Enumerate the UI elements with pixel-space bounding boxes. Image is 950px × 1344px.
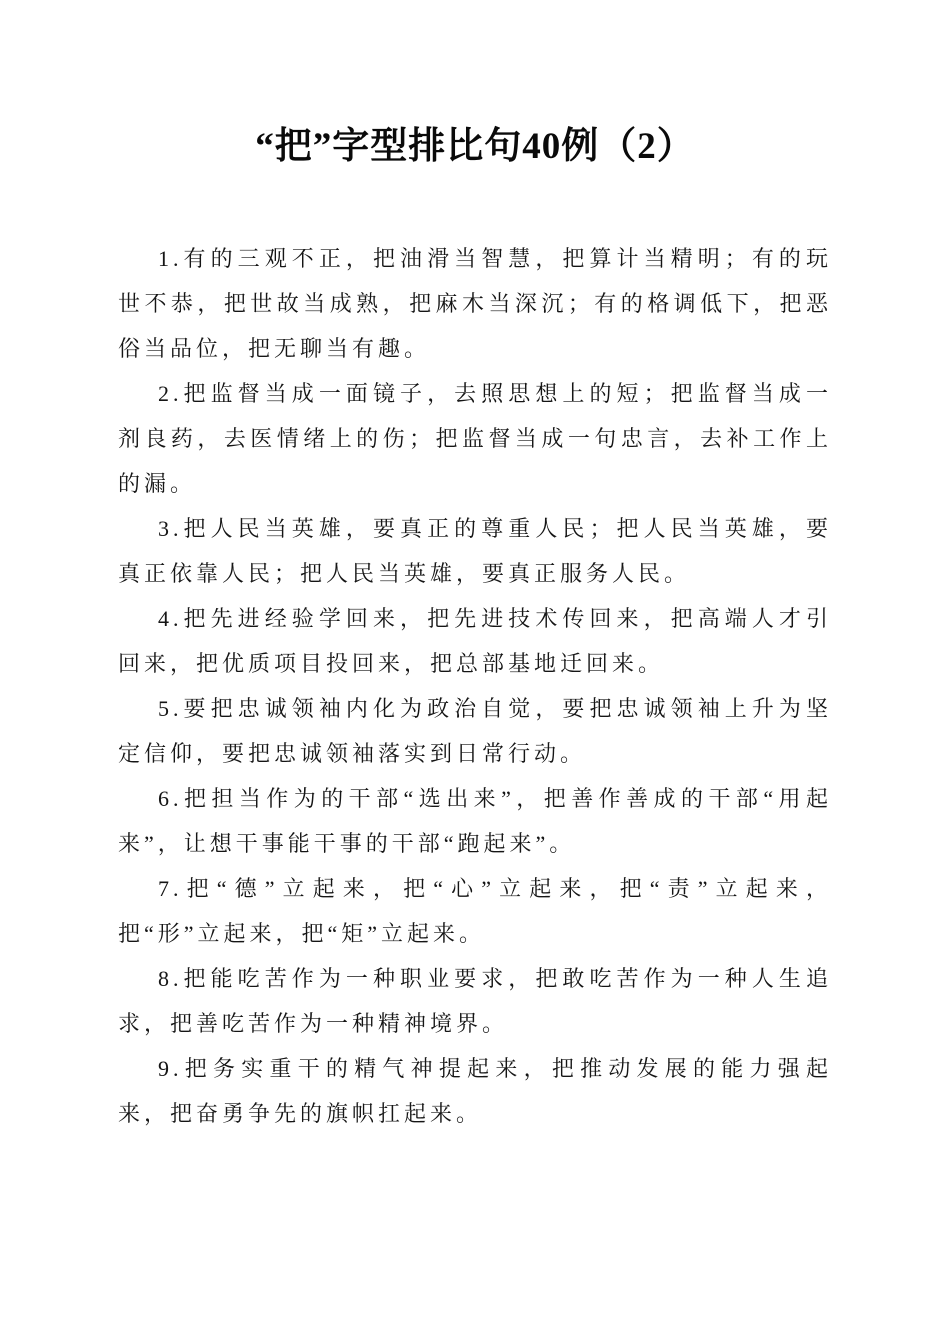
document-body [118,236,832,1136]
paragraph-8: 8.把能吃苦作为一种职业要求，把敢吃苦作为一种人生追求，把善吃苦作为一种精神境界。 [118,966,832,1036]
paragraph-2: 2.把监督当成一面镜子，去照思想上的短；把监督当成一剂良药，去医情绪上的伤；把监督当成一句忠言，去补工作上的漏。 [118,381,832,496]
paragraph-6: 6.把担当作为的干部“选出来”，把善作善成的干部“用起来”，让想干事能干事的干部“跑起来”。 [118,786,832,856]
paragraph-9: 9.把务实重干的精气神提起来，把推动发展的能力强起来，把奋勇争先的旗帜扛起来。 [118,1056,832,1126]
paragraph-1: 1.有的三观不正，把油滑当智慧，把算计当精明；有的玩世不恭，把世故当成熟，把麻木当深沉；有的格调低下，把恶俗当品位，把无聊当有趣。 [118,246,832,361]
paragraph-7: 7.把“德”立起来，把“心”立起来，把“责”立起来，把“形”立起来，把“矩”立起来。 [118,876,832,946]
paragraph-4: 4.把先进经验学回来，把先进技术传回来，把高端人才引回来，把优质项目投回来，把总部基地迁回来。 [118,606,832,676]
document-title: “把”字型排比句40例（2） [255,126,695,167]
paragraph-3: 3.把人民当英雄，要真正的尊重人民；把人民当英雄，要真正依靠人民；把人民当英雄，要真正服务人民。 [118,516,832,586]
paragraph-5: 5.要把忠诚领袖内化为政治自觉，要把忠诚领袖上升为坚定信仰，要把忠诚领袖落实到日常行动。 [118,696,832,766]
